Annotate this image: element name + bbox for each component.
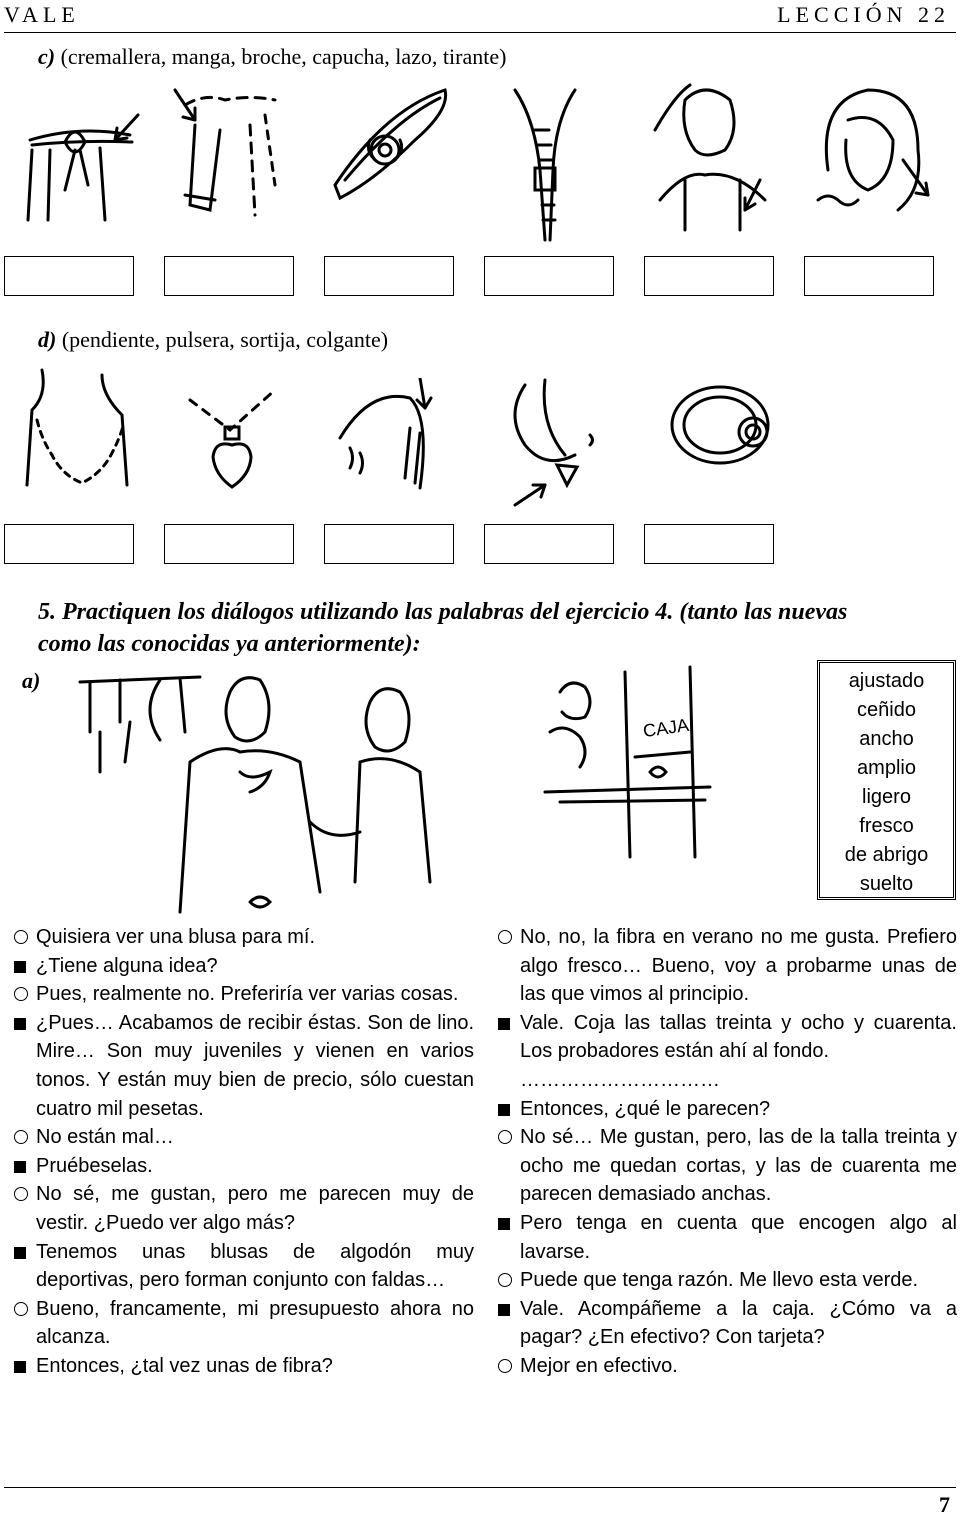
square-speaker-icon [498, 1009, 520, 1038]
section-d-words: (pendiente, pulsera, sortija, colgante) [61, 327, 389, 352]
square-speaker-icon [14, 1238, 36, 1267]
brooch-drawing [325, 80, 455, 205]
word-item: ancho [859, 728, 914, 750]
exercise-5-title: 5. Practiquen los diálogos utilizando las palabras del ejercicio 4. (tanto las nuevas como las conocidas ya anteriormente): [38, 599, 848, 657]
answer-box-d2[interactable] [164, 524, 294, 564]
word-item: fresco [859, 815, 914, 837]
dialogue-line [14, 952, 474, 981]
adjective-word-box [817, 660, 956, 900]
dialogue-line [14, 1009, 474, 1123]
square-speaker-icon [14, 952, 36, 981]
header-left: VALE [4, 2, 80, 27]
square-speaker-icon [498, 1095, 520, 1124]
dialogue-line [498, 1266, 957, 1295]
circle-speaker-icon [498, 923, 520, 952]
dialogue-line [498, 1209, 957, 1266]
header-right: LECCIÓN 22 [777, 2, 950, 27]
dialogue-text: Pero tenga en cuenta que encogen algo al lavarse. [520, 1211, 957, 1263]
header-rule [4, 32, 956, 33]
dialogue-text: ¿Pues… Acabamos de recibir éstas. Son de lino. Mire… Son muy juveniles y vienen en varios tonos. Y están muy bien de precio, sólo cuestan cuatro mil pesetas. [36, 1011, 474, 1120]
dialogue-right-column [498, 923, 957, 1381]
dialogue-line [14, 1238, 474, 1295]
dialogue-text: Tenemos unas blusas de algodón muy deportivas, pero forman conjunto con faldas… [36, 1240, 474, 1292]
dialogue-text: Pruébeselas. [36, 1154, 153, 1177]
section-c-heading [38, 44, 506, 70]
word-item: suelto [859, 873, 914, 895]
circle-speaker-icon [14, 980, 36, 1009]
answer-box-c6[interactable] [804, 256, 934, 296]
dialogue-text: No sé, me gustan, pero me parecen muy de vestir. ¿Puedo ver algo más? [36, 1183, 474, 1234]
page-number: 7 [939, 1492, 950, 1517]
dialogue-line [498, 923, 957, 1009]
bow-drawing [20, 80, 140, 230]
square-speaker-icon [14, 1009, 36, 1038]
dialogue-line [498, 1066, 957, 1095]
word-item: ceñido [857, 699, 916, 721]
circle-speaker-icon [498, 1266, 520, 1295]
answer-box-c2[interactable] [164, 256, 294, 296]
bracelet-drawing [330, 378, 455, 498]
dialogue-line [498, 1009, 957, 1066]
dialogue-text: No, no, la fibra en verano no me gusta. Prefiero algo fresco… Bueno, voy a probarme unas de las que vimos al principio. [520, 926, 957, 1006]
dialogue-text: Puede que tenga razón. Me llevo esta verde. [520, 1269, 919, 1292]
dialogue-line [14, 1152, 474, 1181]
section-c-label: c) [38, 44, 56, 69]
necklace-drawing [22, 365, 132, 495]
sleeve-drawing [165, 85, 285, 230]
dialogue-line [14, 1180, 474, 1237]
pendant-drawing [185, 385, 285, 495]
dialogue-line [14, 1123, 474, 1152]
cashier-drawing [540, 662, 715, 862]
dialogue-text: No sé… Me gustan, pero, las de la talla treinta y ocho me quedan cortas, y las de cuarenta me parecen demasiado anchas. [520, 1126, 957, 1206]
circle-speaker-icon [14, 1123, 36, 1152]
dialogue-text: No están mal… [36, 1126, 174, 1149]
answer-box-d4[interactable] [484, 524, 614, 564]
dialogue-line [498, 1123, 957, 1209]
zipper-drawing [505, 80, 585, 245]
dialogue-line [14, 923, 474, 952]
section-d-label: d) [38, 327, 57, 352]
dialogue-text: Mejor en efectivo. [520, 1354, 678, 1377]
answer-box-c4[interactable] [484, 256, 614, 296]
answer-box-c5[interactable] [644, 256, 774, 296]
ring-drawing [665, 370, 785, 480]
dialogue-text: Bueno, francamente, mi presupuesto ahora no alcanza. [36, 1297, 474, 1349]
earring-drawing [495, 375, 615, 510]
shop-scene-drawing [70, 662, 440, 920]
dialogue-text: Vale. Acompáñeme a la caja. ¿Cómo va a pagar? ¿En efectivo? Con tarjeta? [520, 1297, 957, 1349]
hood-drawing [808, 80, 938, 230]
square-speaker-icon [14, 1352, 36, 1381]
dialogue-line [498, 1352, 957, 1381]
dialogue-line [14, 980, 474, 1009]
circle-speaker-icon [498, 1352, 520, 1381]
section-d-heading [38, 327, 388, 353]
circle-speaker-icon [14, 1180, 36, 1209]
dialogue-line [498, 1295, 957, 1352]
circle-speaker-icon [14, 1295, 36, 1324]
dialogue-line [498, 1095, 957, 1124]
circle-speaker-icon [14, 923, 36, 952]
circle-speaker-icon [498, 1123, 520, 1152]
dialogue-left-column [14, 923, 474, 1381]
section-c-words: (cremallera, manga, broche, capucha, lazo, tirante) [60, 44, 507, 69]
dialogue-text: Entonces, ¿tal vez unas de fibra? [36, 1354, 333, 1377]
square-speaker-icon [498, 1295, 520, 1324]
dialogue-text: ………………………… [520, 1068, 720, 1091]
answer-box-c3[interactable] [324, 256, 454, 296]
word-item: ajustado [848, 670, 925, 692]
answer-box-c1[interactable] [4, 256, 134, 296]
word-item: amplio [857, 757, 916, 779]
dialogue-a-label: a) [22, 668, 41, 693]
footer-rule [4, 1487, 956, 1488]
cashier-sign: CAJA [641, 714, 691, 742]
word-item: de abrigo [844, 844, 929, 866]
answer-box-d1[interactable] [4, 524, 134, 564]
dialogue-text: Pues, realmente no. Preferiría ver varias cosas. [36, 983, 459, 1006]
dialogue-line [14, 1352, 474, 1381]
dialogue-text: Entonces, ¿qué le parecen? [520, 1097, 771, 1120]
answer-box-d3[interactable] [324, 524, 454, 564]
dialogue-text: Vale. Coja las tallas treinta y ocho y cuarenta. Los probadores están ahí al fondo. [520, 1011, 957, 1063]
answer-box-d5[interactable] [644, 524, 774, 564]
dialogue-text: Quisiera ver una blusa para mí. [36, 926, 316, 948]
word-item: ligero [862, 786, 911, 808]
square-speaker-icon [14, 1152, 36, 1181]
square-speaker-icon [498, 1209, 520, 1238]
dialogue-text: ¿Tiene alguna idea? [36, 954, 218, 977]
dialogue-line [14, 1295, 474, 1352]
strap-drawing [645, 80, 775, 235]
